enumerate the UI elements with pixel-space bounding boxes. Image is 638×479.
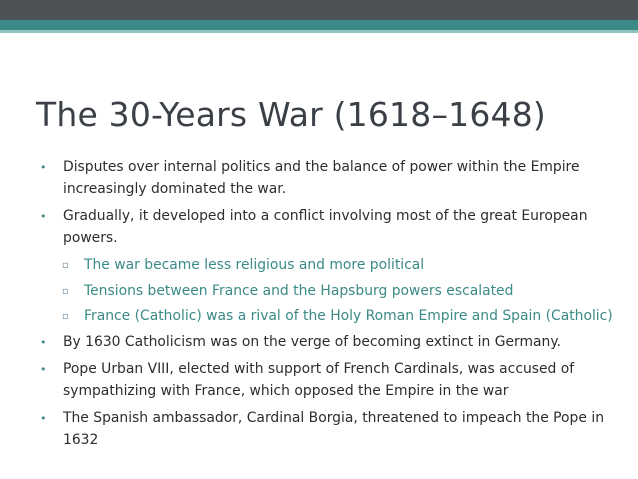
sub-bullet-item: [36, 306, 616, 328]
slide-body: [36, 157, 616, 457]
sub-bullet-square-icon: ▫: [62, 285, 69, 297]
sub-bullet-square-icon: ▫: [62, 260, 69, 271]
bullet-item: [36, 359, 616, 402]
sub-bullet-text: Tensions between France and the Hapsburg powers escalated: [84, 282, 514, 299]
bullet-dot-icon: •: [40, 412, 47, 425]
bullet-dot-icon: •: [40, 210, 47, 223]
bullet-item: [36, 157, 616, 200]
bullet-text: Pope Urban VIII, elected with support of French Cardinals, was accused of sympathizing with France, which opposed the Empire in the war: [63, 361, 575, 399]
header-band-teal-light: [0, 30, 638, 33]
bullet-item: [36, 206, 616, 249]
sub-bullet-square-icon: ▫: [62, 311, 69, 322]
sub-bullet-text: France (Catholic) was a rival of the Holy Roman Empire and Spain (Catholic): [84, 308, 613, 324]
slide-title: The 30-Years War (1618–1648): [36, 95, 547, 134]
bullet-text: Gradually, it developed into a conflict involving most of the great European powers.: [63, 208, 588, 246]
sub-bullet-item: [36, 255, 616, 277]
bullet-text: Disputes over internal politics and the balance of power within the Empire increasingly dominated the war.: [63, 159, 580, 197]
sub-bullet-item: [36, 281, 616, 303]
header-band-teal: [0, 20, 638, 30]
bullet-dot-icon: •: [40, 161, 47, 174]
bullet-item: [36, 332, 616, 354]
bullet-item: [36, 408, 616, 451]
bullet-text: The Spanish ambassador, Cardinal Borgia, threatened to impeach the Pope in 1632: [63, 410, 604, 448]
bullet-text: By 1630 Catholicism was on the verge of becoming extinct in Germany.: [63, 333, 561, 350]
header-band-dark: [0, 0, 638, 20]
bullet-dot-icon: •: [40, 363, 47, 376]
bullet-dot-icon: •: [40, 335, 47, 349]
sub-bullet-text: The war became less religious and more political: [84, 257, 425, 273]
